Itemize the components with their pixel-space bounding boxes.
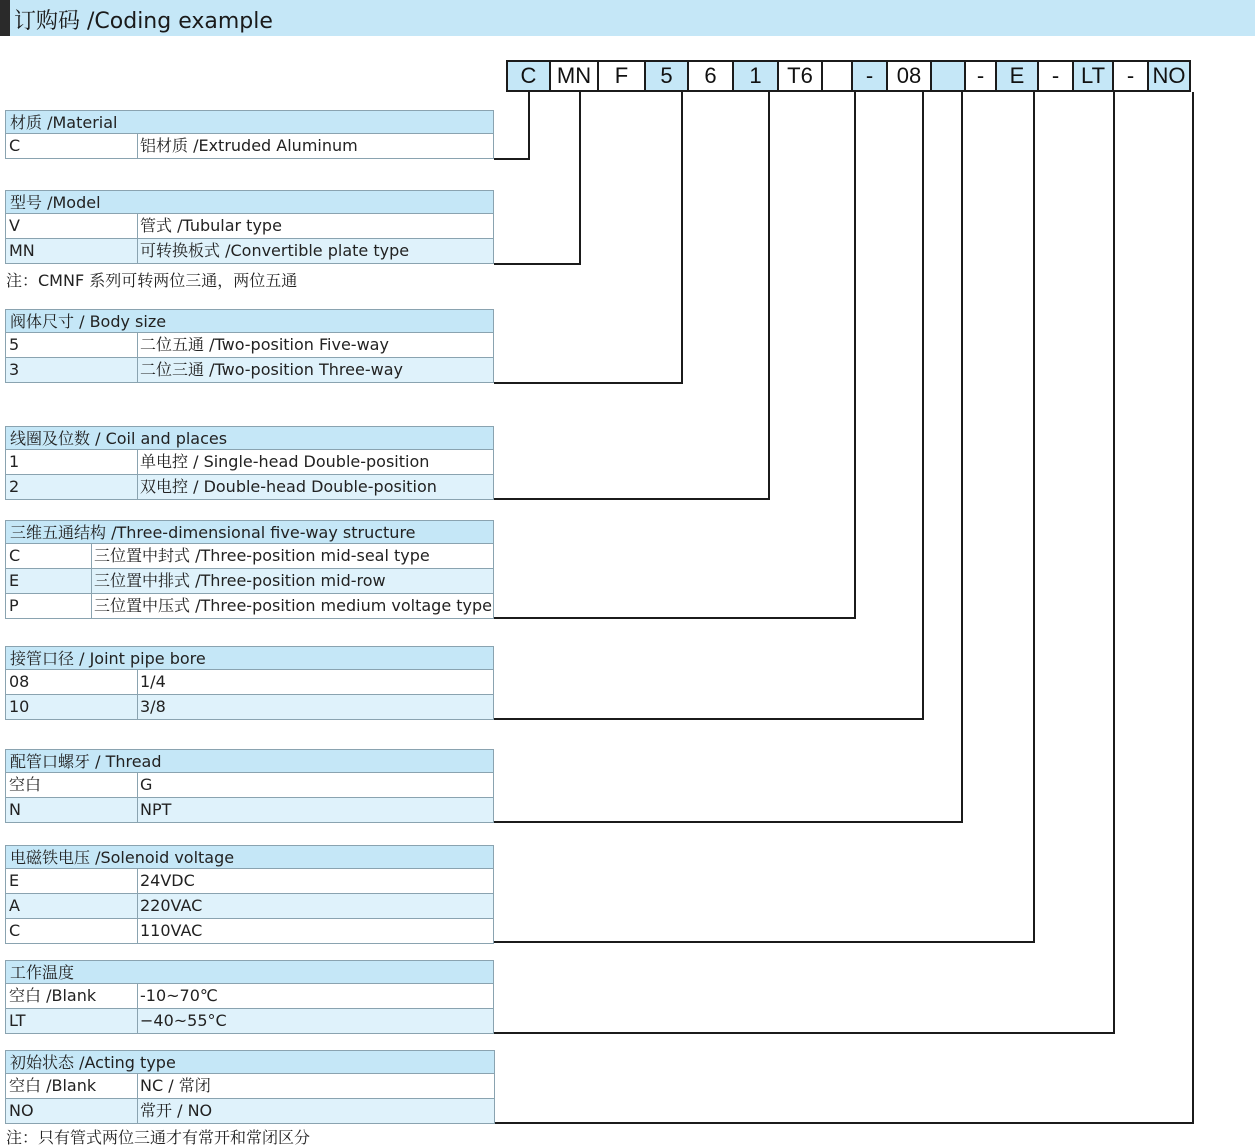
code-segment: - [1037,60,1074,92]
code-segment: 1 [732,60,779,92]
option-description: 三位置中排式 /Three-position mid-row [94,571,386,590]
option-row [5,214,494,239]
column-divider [137,894,138,918]
option-description: NPT [140,800,172,819]
connector-line [494,92,1114,1033]
column-divider [137,670,138,694]
option-code: 5 [9,335,20,354]
code-segment: - [964,60,997,92]
group-title: 三维五通结构 /Three-dimensional five-way structure [5,520,494,544]
code-segment: 08 [886,60,932,92]
column-divider [91,594,92,618]
option-row [5,798,494,823]
option-code: NO [9,1101,34,1120]
column-divider [137,773,138,797]
option-row [5,1009,494,1034]
option-row [5,670,494,695]
option-row [5,894,494,919]
option-description: NC / 常闭 [140,1076,211,1095]
connector-line [494,92,962,822]
code-segment: F [597,60,646,92]
connector-line [494,92,1034,942]
option-description: 管式 /Tubular type [140,216,282,235]
option-group [5,520,494,619]
option-row [5,358,494,383]
option-code: P [9,596,19,615]
option-description: −40~55°C [140,1011,227,1030]
option-description: G [140,775,153,794]
option-row [5,569,494,594]
code-segment: T6 [777,60,823,92]
option-row [5,919,494,944]
option-code: LT [9,1011,26,1030]
option-group [5,646,494,720]
group-title: 材质 /Material [5,110,494,134]
column-divider [91,569,92,593]
column-divider [137,1074,138,1098]
connector-line [494,92,682,383]
column-divider [137,798,138,822]
option-description: 双电控 / Double-head Double-position [140,477,437,496]
group-title: 型号 /Model [5,190,494,214]
option-group [5,110,494,159]
option-code: MN [9,241,35,260]
option-code: 08 [9,672,30,691]
option-row [5,450,494,475]
option-row [5,544,494,569]
option-group [5,190,494,264]
option-description: 三位置中压式 /Three-position medium voltage type [94,596,492,615]
option-code: C [9,136,21,155]
connector-line [494,92,855,618]
option-group [5,845,494,944]
code-segment: - [851,60,888,92]
option-row [5,333,494,358]
column-divider [137,214,138,238]
option-group [5,1050,495,1124]
option-group [5,426,494,500]
option-code: N [9,800,21,819]
column-divider [137,134,138,158]
option-code: A [9,896,20,915]
group-title: 工作温度 [5,960,494,984]
option-code: C [9,546,21,565]
column-divider [137,695,138,719]
connector-line [494,92,1193,1123]
option-description: 单电控 / Single-head Double-position [140,452,430,471]
code-segment: LT [1072,60,1114,92]
model-note: 注：CMNF 系列可转两位三通，两位五通 [6,271,298,290]
option-group [5,749,494,823]
group-title: 电磁铁电压 /Solenoid voltage [5,845,494,869]
column-divider [137,475,138,499]
code-segment: NO [1147,60,1191,92]
option-code: C [9,921,21,940]
connector-line [494,92,923,719]
option-description: 220VAC [140,896,203,915]
option-row [5,134,494,159]
column-divider [137,869,138,893]
code-segment: C [506,60,551,92]
option-description: 24VDC [140,871,195,890]
column-divider [137,1009,138,1033]
group-title: 初始状态 /Acting type [5,1050,495,1074]
option-row [5,594,494,619]
column-divider [137,450,138,474]
option-description: 110VAC [140,921,203,940]
option-description: 3/8 [140,697,166,716]
option-code: 3 [9,360,20,379]
connector-line [494,92,769,499]
option-description: -10~70℃ [140,986,218,1005]
column-divider [91,544,92,568]
column-divider [137,358,138,382]
code-segment: MN [549,60,599,92]
option-row [5,1099,495,1124]
column-divider [137,919,138,943]
connector-line [494,92,580,264]
option-row [5,239,494,264]
option-row [5,869,494,894]
option-row [5,984,494,1009]
option-description: 铝材质 /Extruded Aluminum [140,136,358,155]
group-title: 接管口径 / Joint pipe bore [5,646,494,670]
option-code: 1 [9,452,20,471]
option-description: 可转换板式 /Convertible plate type [140,241,410,260]
option-code: 10 [9,697,30,716]
option-description: 1/4 [140,672,166,691]
connector-line [494,92,529,159]
group-title: 线圈及位数 / Coil and places [5,426,494,450]
option-row [5,695,494,720]
section-title: 订购码 /Coding example [14,9,273,34]
option-code: E [9,571,20,590]
option-row [5,773,494,798]
code-segment: E [995,60,1039,92]
option-code: 空白 /Blank [9,986,97,1005]
column-divider [137,239,138,263]
option-description: 常开 / NO [140,1101,213,1120]
code-segment: - [1112,60,1149,92]
option-description: 二位三通 /Two-position Three-way [140,360,403,379]
group-title: 阀体尺寸 / Body size [5,309,494,333]
column-divider [137,333,138,357]
column-divider [137,984,138,1008]
option-group [5,960,494,1034]
option-code: 空白 /Blank [9,1076,97,1095]
option-description: 二位五通 /Two-position Five-way [140,335,389,354]
option-group [5,309,494,383]
option-row [5,1074,495,1099]
group-title: 配管口螺牙 / Thread [5,749,494,773]
option-description: 三位置中封式 /Three-position mid-seal type [94,546,430,565]
option-code: V [9,216,20,235]
acting-note: 注：只有管式两位三通才有常开和常闭区分 [6,1128,311,1147]
option-code: 空白 [9,775,42,794]
column-divider [137,1099,138,1123]
option-row [5,475,494,500]
option-code: 2 [9,477,20,496]
code-segment: 6 [687,60,734,92]
option-code: E [9,871,20,890]
code-segment: 5 [644,60,689,92]
